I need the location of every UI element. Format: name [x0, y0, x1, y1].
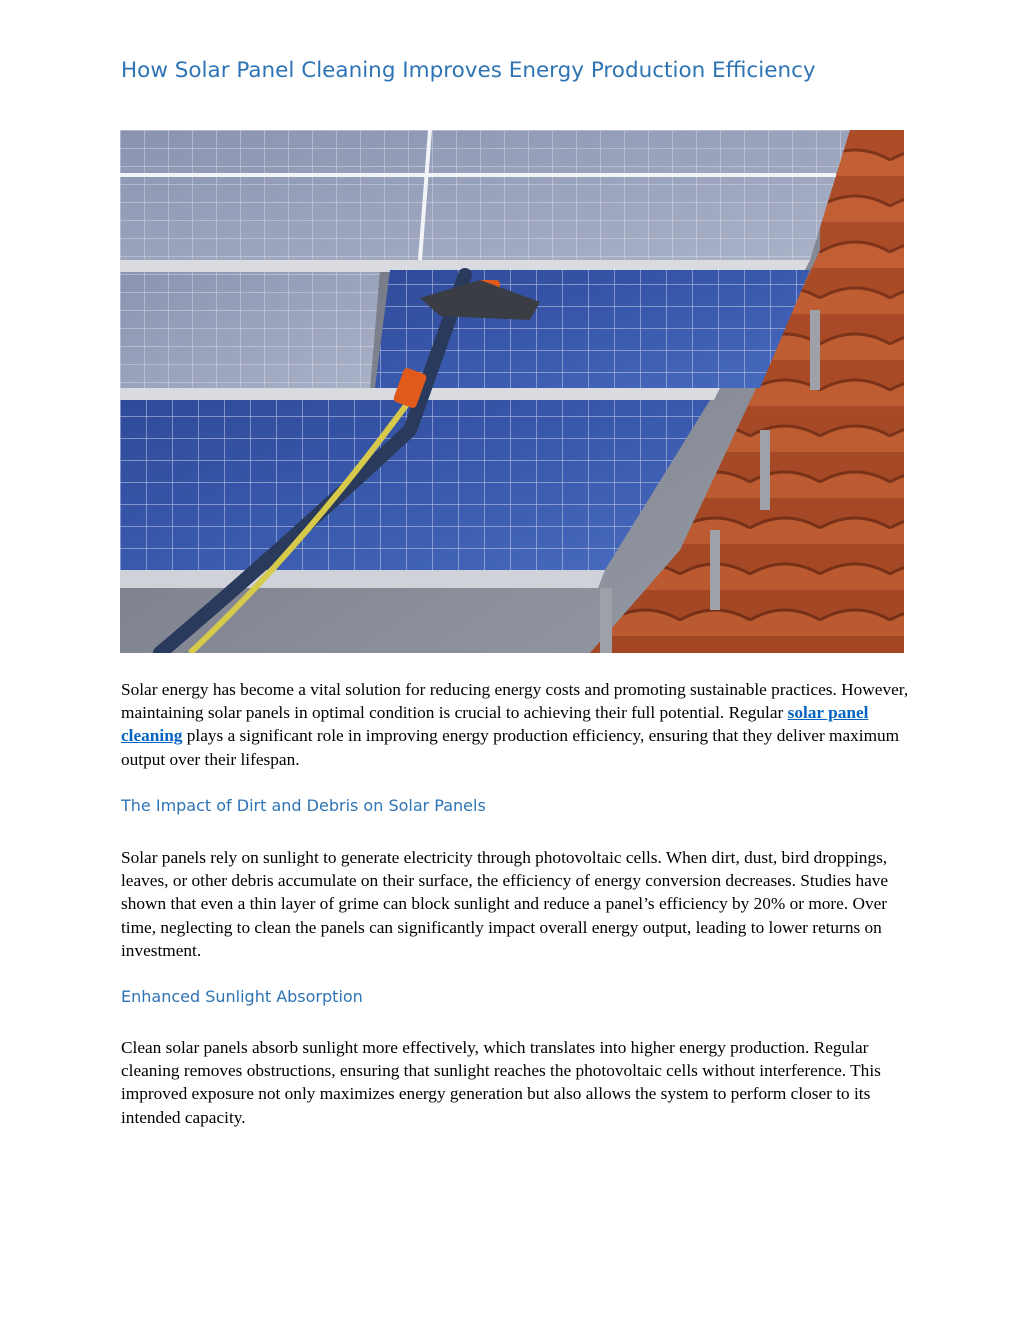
section-body-dirt-impact: Solar panels rely on sunlight to generate electricity through photovoltaic cells. When dirt, dust, bird droppings, leaves, or other debris accumulate on their surface, the efficiency of energy conversion decreases. Studies have shown that even a thin layer of grime can block sunlight and reduce a panel’s efficiency by 20% or more. Over time, neglecting to clean the panels can significantly impact overall energy output, leading to lower returns on investment.	[121, 848, 889, 960]
section-body-sunlight-absorption: Clean solar panels absorb sunlight more effectively, which translates into higher energy production. Regular cleaning removes obstructions, ensuring that sunlight reaches the photovoltaic cells without interference. This improved exposure not only maximizes energy generation but also allows the system to perform closer to its intended capacity.	[121, 1038, 881, 1127]
intro-text-before: Solar energy has become a vital solution for reducing energy costs and promoting sustainable practices. However, maintaining solar panels in optimal condition is crucial to achieving their full potential. Regular	[121, 680, 909, 723]
section-heading-dirt-impact: The Impact of Dirt and Debris on Solar Panels	[121, 796, 486, 815]
document-title: How Solar Panel Cleaning Improves Energy Production Efficiency	[121, 58, 816, 83]
intro-text-after: plays a significant role in improving energy production efficiency, ensuring that they deliver maximum output over their lifespan.	[121, 726, 900, 769]
solar-panel-cleaning-photo	[120, 130, 904, 653]
intro-paragraph	[121, 678, 911, 771]
section-heading-sunlight-absorption: Enhanced Sunlight Absorption	[121, 987, 363, 1006]
solar-panel-cleaning-link[interactable]: solar panel cleaning	[121, 703, 869, 746]
